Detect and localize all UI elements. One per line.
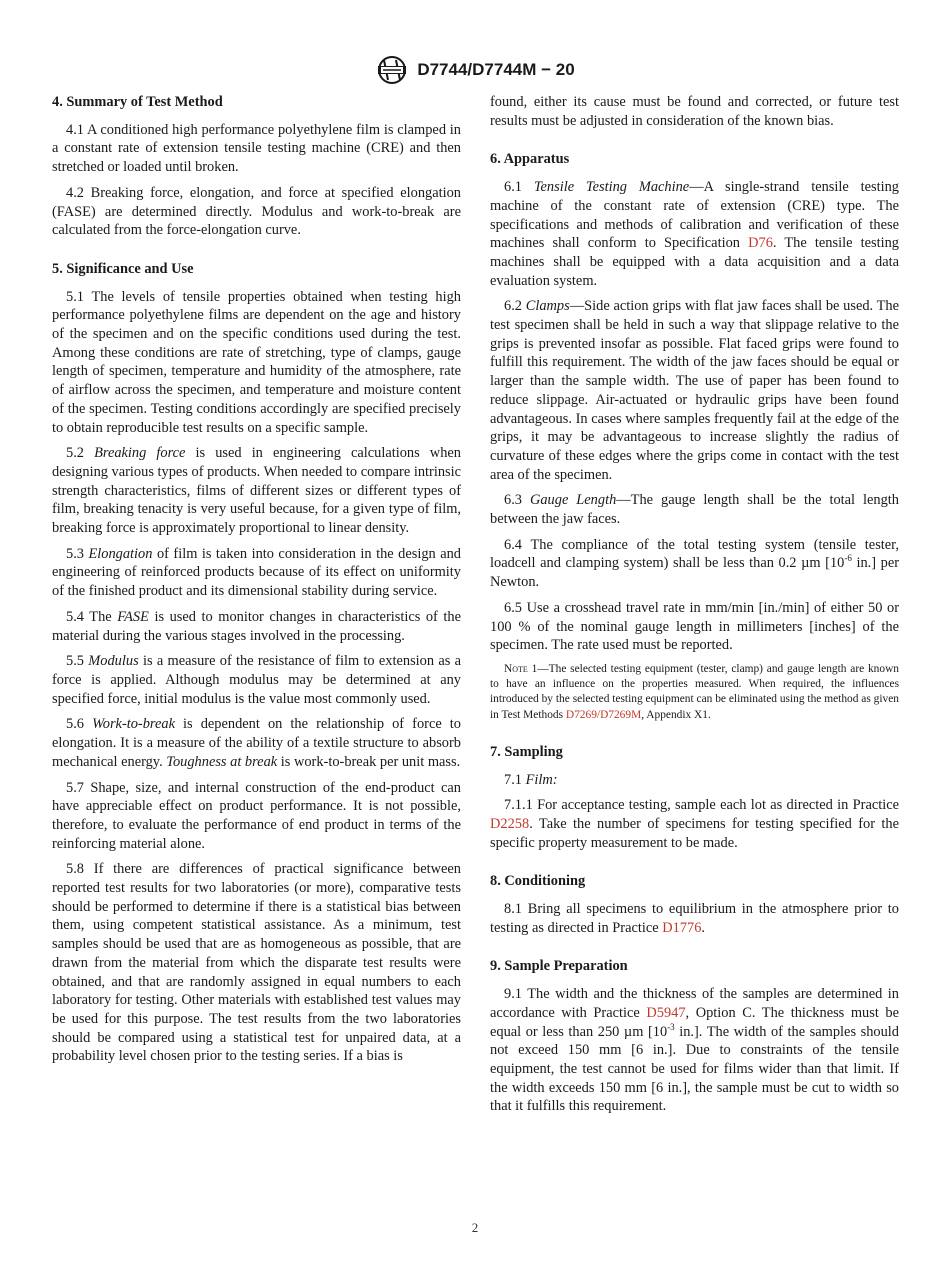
para-5-5: 5.5 Modulus is a measure of the resistance of film to extension as a force is applied. Although modulus may be determined at any specified force, initial modulus is the value most commonly used. [52, 653, 461, 707]
para-5-2: 5.2 Breaking force is used in engineering calculations when designing various types of products. When needed to compare intrinsic strength characteristics, films of different sizes or different types of film, breaking tenacity is very useful because, for a given type of film, breaking force is approximately proportional to linear density. [52, 445, 461, 537]
para-9-1: 9.1 The width and the thickness of the samples are determined in accordance with Practice D5947, Option C. The thickness must be equal or less than 250 µm [$10^{-3}$ in.]. The width of the samples should not exceed 150 mm [6 in.]. Due to constraints of the tensile equipment, the test cannot be used for films wider than that limit. If the width exceeds 150 mm [6 in.], the sample must be cut to width so that it fulfills this requirement. [490, 986, 899, 1115]
page-number: 2 [471, 1220, 479, 1235]
para-6-5: 6.5 Use a crosshead travel rate in mm/min [in./min] of either 50 or 100 % of the nominal gauge length in millimeters [inches] of the specimen. The rate used must be reported. [490, 599, 899, 654]
section-6-title: 6. Apparatus [490, 151, 570, 168]
para-5-8-continued: found, either its cause must be found and corrected, or future test results must be adjusted in consideration of the known bias. [490, 94, 899, 129]
para-5-1: 5.1 The levels of tensile properties obtained when testing high performance polyethylene films are dependent on the age and history of the specimen and on the specific conditions used during the test. Among these conditions are rate of stretching, type of clamps, gauge length of specimen, temperature and humidity of the atmosphere, rate of airflow across the specimen, and temperature and moisture content of the specimen. Testing conditions accordingly are specified precisely to obtain reproducible test results on a specific sample. [52, 288, 461, 436]
para-4-1: 4.1 A conditioned high performance polyethylene film is clamped in a constant rate of extension tensile testing machine (CRE) and then stretched or loaded until broken. [52, 121, 461, 176]
astm-logo-icon [375, 55, 409, 85]
section-7-title: 7. Sampling [490, 743, 563, 760]
right-column [490, 93, 899, 1123]
para-6-4: 6.4 The compliance of the total testing system (tensile tester, loadcell and clamping system) shall be less than 0.2 µm [$10^{-6}$ in.] per Newton. [490, 536, 900, 591]
section-9-title: 9. Sample Preparation [490, 958, 628, 975]
ref-link-d7269[interactable]: D7269/D7269M [565, 708, 642, 721]
page-header [0, 56, 950, 84]
para-5-4: 5.4 The FASE is used to monitor changes in characteristics of the material during the various stages involved in the processing. [52, 608, 461, 644]
para-5-3: 5.3 Elongation of film is taken into consideration in the design and engineering of reinforced products because of its effect on uniformity of the finished product and its dimensional stability during service. [52, 545, 461, 600]
para-6-1: 6.1 Tensile Testing Machine—A single-strand tensile testing machine of the constant rate of extension (CRE) type. The specifications and methods of calibration and verification of these machines shall conform to Specification D76. The tensile testing machines shall be equipped with a data acquisition and a data evaluation system. [490, 179, 899, 289]
para-5-8: 5.8 If there are differences of practical significance between reported test results for two laboratories (or more), comparative tests should be performed to determine if there is a statistical bias between them, using competent statistical assistance. As a minimum, test samples should be used that are as homogeneous as possible, that are drawn from the material from which the disparate test results were obtained, and that are randomly assigned in equal numbers to each laboratory for testing. Other materials with established test values may be used for this purpose. The test results from the two laboratories should be compared using a statistical test for unpaired data, at a probability level chosen prior to the testing series. If a bias is [52, 861, 461, 1065]
ref-link-d76[interactable]: D76 [748, 235, 773, 252]
ref-link-d2258[interactable]: D2258 [490, 815, 530, 832]
para-8-1: 8.1 Bring all specimens to equilibrium in the atmosphere prior to testing as directed in Practice D1776. [490, 901, 899, 936]
ref-link-d1776[interactable]: D1776 [662, 919, 702, 936]
para-6-3: 6.3 Gauge Length—The gauge length shall be the total length between the jaw faces. [490, 492, 899, 528]
section-8-title: 8. Conditioning [490, 873, 586, 890]
para-7-1: 7.1 Film: [504, 771, 558, 788]
para-4-2: 4.2 Breaking force, elongation, and force at specified elongation (FASE) are determined directly. Modulus and work-to-break are calculated from the force-elongation curve. [52, 184, 461, 239]
left-column [52, 93, 461, 1073]
section-5-title: 5. Significance and Use [52, 260, 194, 277]
para-7-1-1: 7.1.1 For acceptance testing, sample each lot as directed in Practice D2258. Take the number of specimens for testing specified for the specific property measurement to be made. [490, 797, 899, 851]
para-5-6: 5.6 Work-to-break is dependent on the relationship of force to elongation. It is a measure of the ability of a textile structure to absorb mechanical energy. Toughness at break is work-to-break per unit mass. [52, 716, 461, 770]
section-4-title: 4. Summary of Test Method [52, 94, 223, 110]
ref-link-d5947[interactable]: D5947 [646, 1004, 686, 1021]
standard-designation: D7744/D7744M − 20 [417, 60, 575, 79]
note-1: Note 1—The selected testing equipment (tester, clamp) and gauge length are known to have an influence on the properties measured. When required, the influences introduced by the selected testing equipment can be eliminated using the method as given in Test Methods D7269/D7269M, Appendix X1. [490, 662, 899, 721]
para-6-2: 6.2 Clamps—Side action grips with flat jaw faces shall be used. The test specimen shall be held in such a way that slippage relative to the grips is prevented insofar as possible. Flat faced grips were found to fulfill this requirement. The width of the jaw faces should be equal or larger than the sample width. The use of paper has been found to reduce slippage. Air-actuated or hydraulic grips have been found advantageous. In cases where samples frequently fail at the edge of the grips, it may be advantageous to increase slightly the radius of curvature of these edges where the grips come in contact with the test area of the specimen. [490, 298, 899, 483]
para-5-7: 5.7 Shape, size, and internal construction of the end-product can have appreciable effect on product performance. It is not possible, therefore, to evaluate the performance of end product in terms of the reinforcing material alone. [52, 779, 461, 852]
